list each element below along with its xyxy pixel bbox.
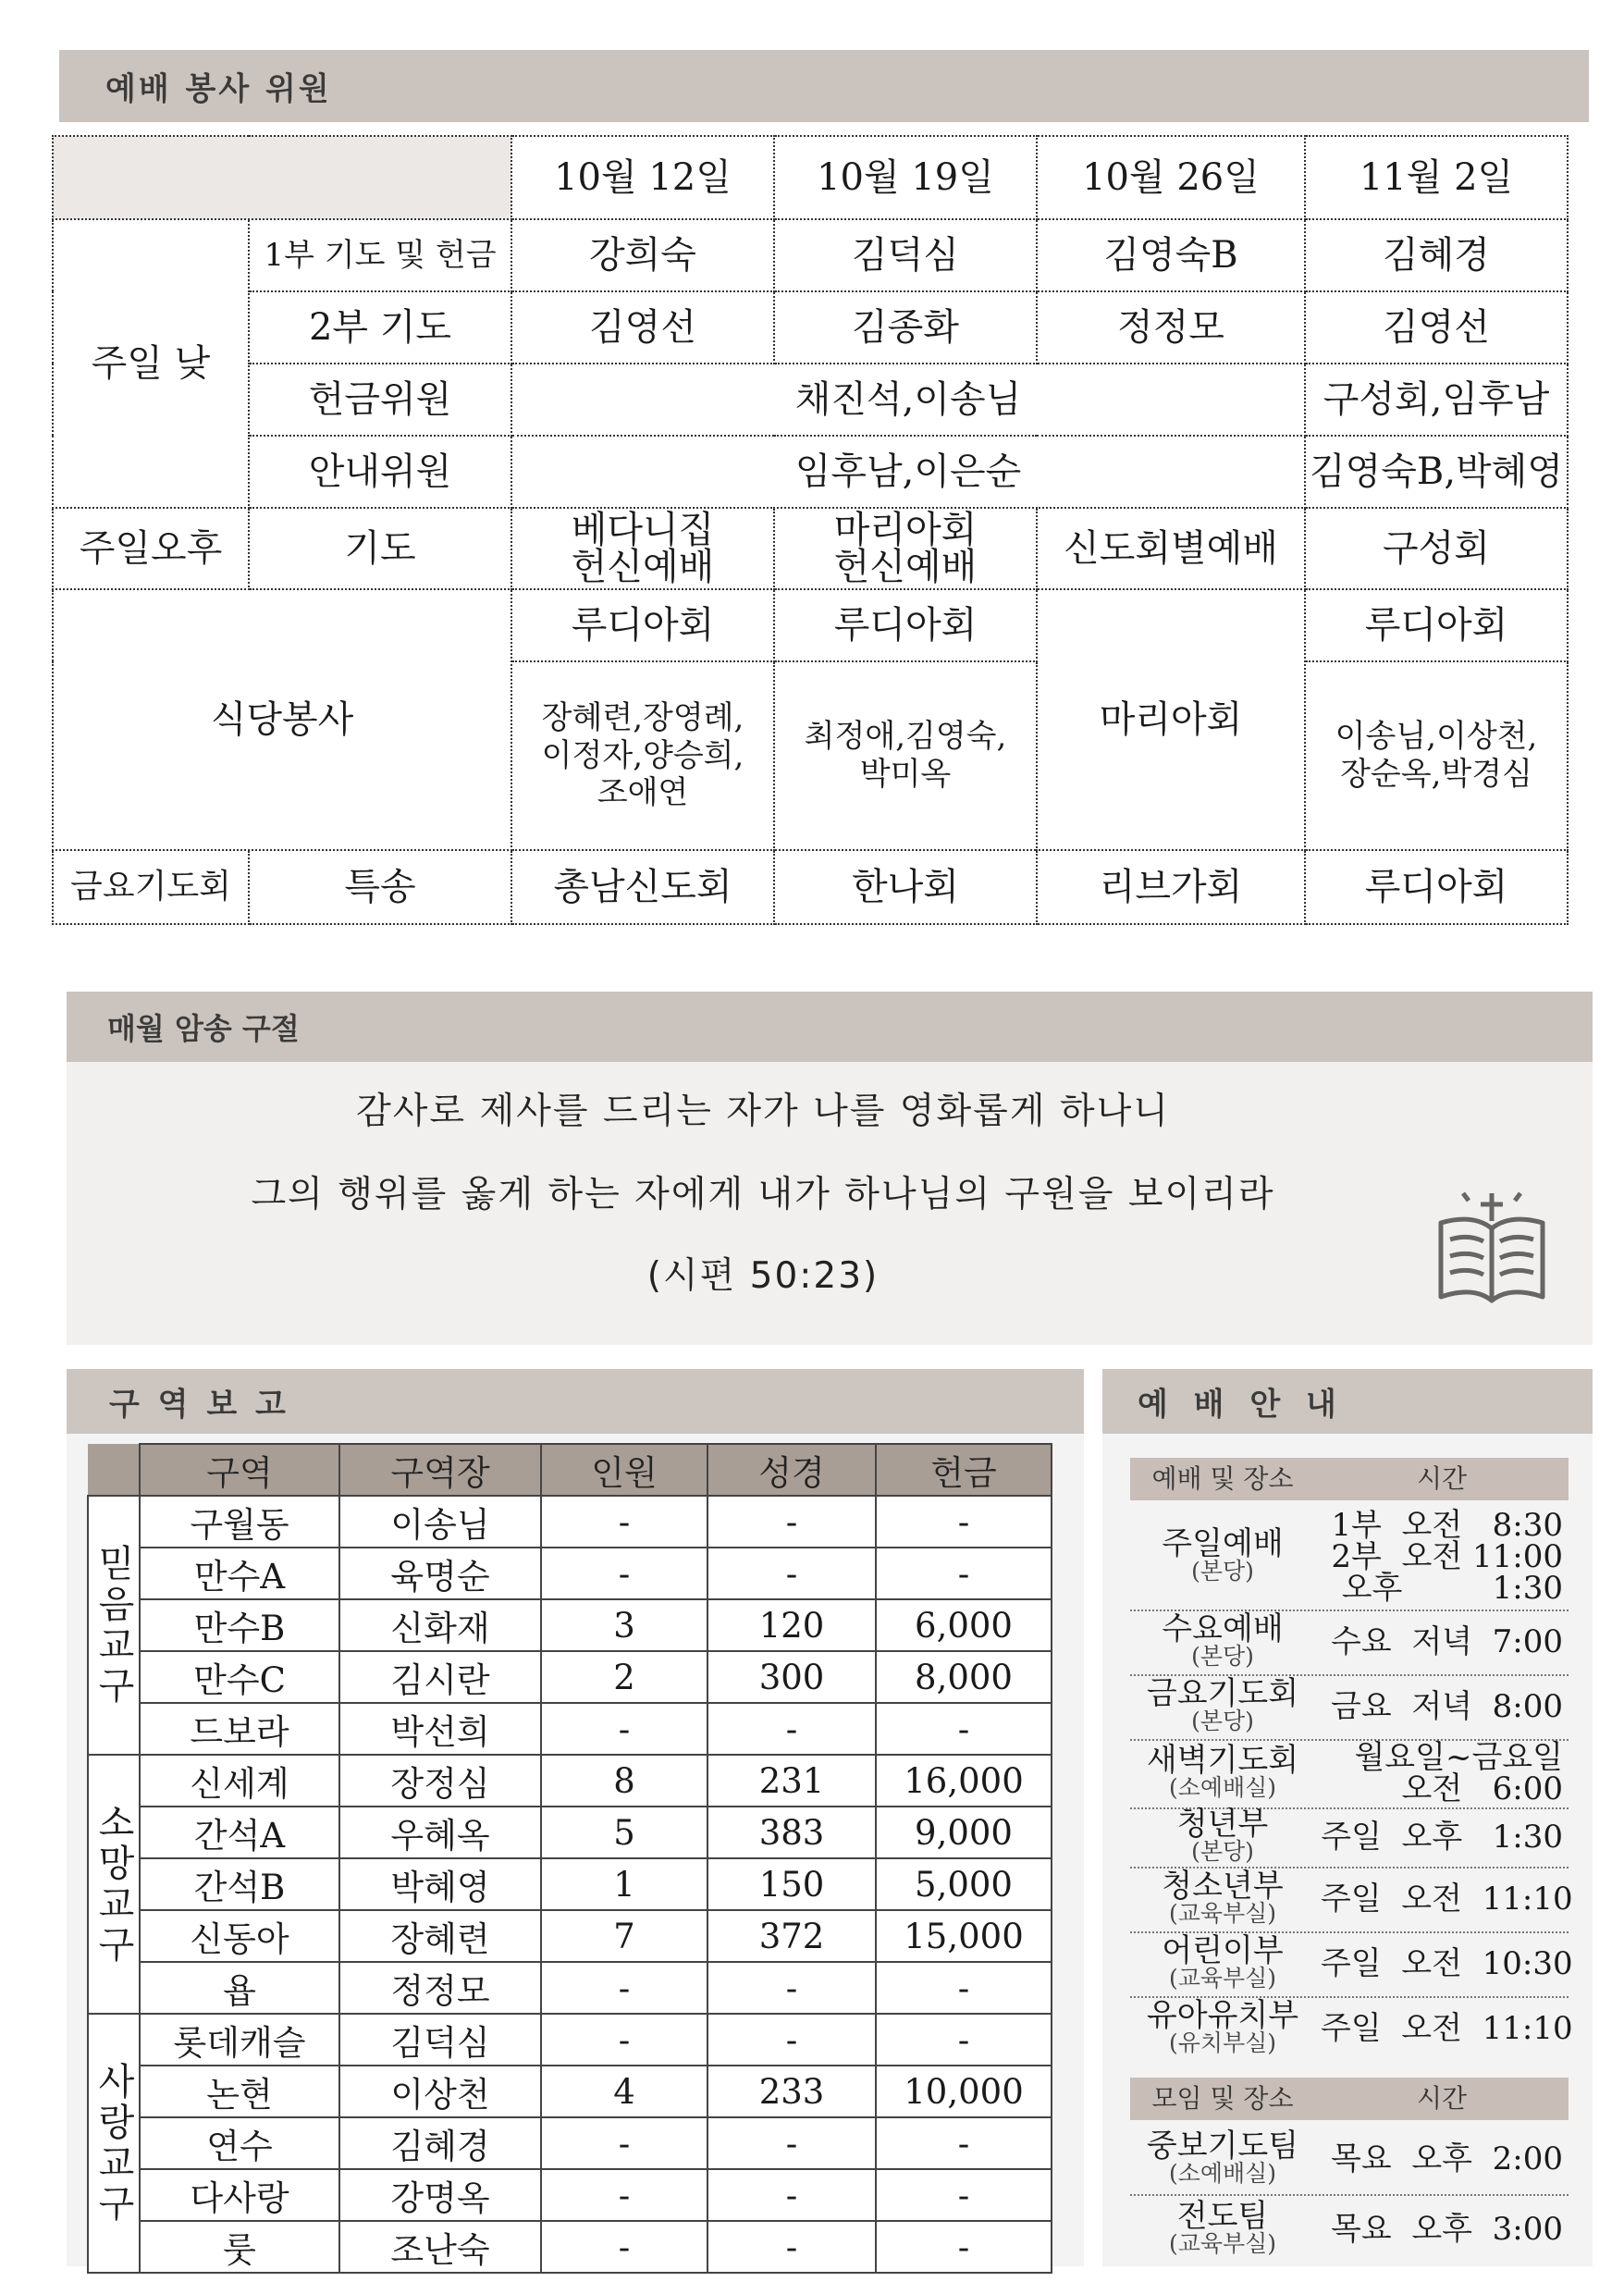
friday-label: 금요기도회 [53,850,249,924]
district-cell: 신동아 [140,1910,339,1962]
service-time: 주일 오전 10:30 [1321,1945,1573,1982]
service-time: 월요일~금요일 오전 6:00 [1354,1739,1563,1807]
attendance-cell: - [541,1962,707,2014]
cell-line: 마리아회 [833,509,978,551]
volunteer-cell: 리브가회 [1037,850,1305,924]
leader-cell: 이상천 [339,2066,541,2117]
parish-label: 사랑교구 [88,2014,140,2273]
leader-cell: 육명순 [339,1548,541,1599]
service-title: 청소년부 [1162,1868,1284,1905]
table-row [53,291,1568,364]
date-header: 10월 26일 [1037,136,1305,219]
bible-cell: 383 [707,1807,876,1858]
service-name [1130,1742,1315,1801]
volunteer-cell: 강희숙 [511,219,774,291]
bible-cell: 300 [707,1651,876,1703]
cell-line: 박미옥 [859,756,952,793]
district-cell: 욥 [140,1962,339,2014]
table-row [88,2169,1052,2221]
attendance-cell: 3 [541,1599,707,1651]
district-report-table [87,1443,1052,2274]
volunteer-cell: 김덕심 [774,219,1037,291]
bible-cell: - [707,2169,876,2221]
offering-cell: - [876,1548,1052,1599]
leader-cell: 김혜경 [339,2117,541,2169]
service-time: 목요 오후 2:00 [1331,2140,1563,2177]
volunteer-cell: 구성회 [1305,508,1568,589]
service-title: 전도팀 [1176,2198,1269,2235]
volunteer-cell: 김영숙B [1037,219,1305,291]
verse-reference: (시편 50:23) [646,1255,880,1297]
volunteer-cell: 임후남,이은순 [511,436,1305,508]
service-title: 어린이부 [1162,1932,1284,1969]
date-header: 11월 2일 [1305,136,1568,219]
service-location: (교육부실) [1168,1965,1277,1992]
table-row [88,1548,1052,1599]
bible-cell: 231 [707,1755,876,1807]
row-divider [1130,2194,1569,2196]
district-cell: 논현 [140,2066,339,2117]
service-title: 새벽기도회 [1146,1742,1299,1779]
column-header: 성경 [707,1444,876,1496]
volunteer-cell: 루디아회 [511,589,774,661]
offering-cell: 9,000 [876,1807,1052,1858]
service-location: (본당) [1191,1838,1254,1865]
parish-label: 믿음교구 [88,1496,140,1755]
bible-icon [1422,1186,1561,1325]
section-title: 구 역 보 고 [109,1386,289,1424]
role-cell: 안내위원 [249,436,511,508]
leader-cell: 정정모 [339,1962,541,2014]
service-location: (교육부실) [1168,1900,1277,1927]
district-cell: 만수B [140,1599,339,1651]
service-name [1130,1610,1315,1670]
verse-line-1: 감사로 제사를 드리는 자가 나를 영화롭게 하나니 [356,1091,1170,1132]
service-location: (본당) [1191,1558,1254,1585]
section-title: 매월 암송 구절 [107,1011,300,1046]
service-location: (소예배실) [1168,1774,1277,1801]
attendance-cell: - [541,1703,707,1755]
district-cell: 드보라 [140,1703,339,1755]
leader-cell: 우혜옥 [339,1807,541,1858]
attendance-cell: - [541,1548,707,1599]
volunteer-cell: 구성회,임후남 [1305,364,1568,436]
service-title: 수요예배 [1162,1610,1284,1647]
service-title: 유아유치부 [1146,1997,1299,2034]
bible-cell: - [707,2221,876,2273]
role-cell: 1부 기도 및 헌금 [249,219,511,291]
offering-cell: - [876,1962,1052,2014]
table-row [88,1599,1052,1651]
district-cell: 룻 [140,2221,339,2273]
offering-cell: - [876,1496,1052,1548]
table-row [53,364,1568,436]
column-header: 시간 [1315,1458,1569,1500]
offering-cell: 8,000 [876,1651,1052,1703]
service-title: 청년부 [1176,1806,1269,1843]
service-title: 주일예배 [1162,1525,1284,1562]
cell-line: 장순옥,박경심 [1340,756,1532,793]
column-header: 구역장 [339,1444,541,1496]
table-row [53,508,1568,589]
cell-line: 조애연 [597,774,689,812]
district-cell: 연수 [140,2117,339,2169]
worship-guide-header [1102,1369,1593,1434]
service-name [1130,1932,1315,1992]
volunteer-cell: 루디아회 [1305,589,1568,661]
volunteer-cell: 신도회별예배 [1037,508,1305,589]
table-row [88,1962,1052,2014]
service-name [1130,1870,1315,1926]
service-location: (소예배실) [1168,2160,1277,2187]
offering-cell: - [876,1703,1052,1755]
table-row [88,1755,1052,1807]
service-time: 수요 저녁 7:00 [1331,1623,1563,1660]
table-row [88,1703,1052,1755]
service-time: 1부 오전 8:30 2부 오전 11:00 오후 1:30 [1331,1507,1563,1607]
bible-cell: - [707,1496,876,1548]
column-header: 인원 [541,1444,707,1496]
service-time: 주일 오후 1:30 [1321,1819,1563,1856]
table-header-row [88,1444,1052,1496]
offering-cell: 5,000 [876,1858,1052,1910]
sunday-day-label: 주일 낮 [53,219,249,508]
service-location: (본당) [1191,1643,1254,1670]
table-row [88,2014,1052,2066]
cafeteria-label: 식당봉사 [53,589,511,850]
leader-cell: 장정심 [339,1755,541,1807]
leader-cell: 강명옥 [339,2169,541,2221]
table-row [88,1807,1052,1858]
bible-cell: 233 [707,2066,876,2117]
service-name [1130,1675,1315,1734]
sunday-pm-label: 주일오후 [53,508,249,589]
bible-cell: 372 [707,1910,876,1962]
volunteer-cell [1305,661,1568,850]
column-header: 예배 및 장소 [1130,1458,1315,1500]
offering-cell: - [876,2221,1052,2273]
volunteer-cell: 정정모 [1037,291,1305,364]
cell-line: 이정자,양승희, [541,736,744,774]
service-title: 중보기도팀 [1146,2128,1299,2164]
attendance-cell: 7 [541,1910,707,1962]
table-row [53,136,1568,219]
attendance-cell: 2 [541,1651,707,1703]
service-name [1130,2130,1315,2186]
volunteer-cell: 루디아회 [1305,850,1568,924]
table-row [53,850,1568,924]
cell-line: 베다니집 [571,509,715,551]
service-time: 금요 저녁 8:00 [1331,1688,1563,1725]
attendance-cell: - [541,2014,707,2066]
table-row [88,1910,1052,1962]
leader-cell: 김덕심 [339,2014,541,2066]
table-corner [88,1444,140,1496]
role-cell: 기도 [249,508,511,589]
volunteer-cell: 김종화 [774,291,1037,364]
section-title: 예 배 안 내 [1138,1386,1344,1424]
role-cell: 특송 [249,850,511,924]
offering-cell: 10,000 [876,2066,1052,2117]
service-time: 주일 오전 11:10 [1321,2010,1573,2047]
service-time: 주일 오전 11:10 [1321,1881,1573,1918]
service-volunteers-header [59,50,1589,122]
bible-cell: - [707,1703,876,1755]
date-header: 10월 12일 [511,136,774,219]
table-row [53,589,1568,661]
district-cell: 만수A [140,1548,339,1599]
service-name [1130,1525,1315,1585]
table-row [88,1651,1052,1703]
service-name [1130,1808,1315,1864]
column-header: 시간 [1315,2078,1569,2120]
service-location: (교육부실) [1168,2230,1277,2257]
offering-cell: 6,000 [876,1599,1052,1651]
volunteer-cell: 채진석,이송님 [511,364,1305,436]
role-cell: 2부 기도 [249,291,511,364]
bible-cell: 120 [707,1599,876,1651]
leader-cell: 장혜련 [339,1910,541,1962]
table-row [88,1496,1052,1548]
offering-cell: 16,000 [876,1755,1052,1807]
service-title: 금요기도회 [1146,1675,1299,1712]
bible-cell: 150 [707,1858,876,1910]
service-location: (본당) [1191,1708,1254,1734]
bible-cell: - [707,2117,876,2169]
table-row [88,2117,1052,2169]
table-corner [53,136,511,219]
volunteer-cell [511,508,774,589]
volunteer-cell [774,508,1037,589]
attendance-cell: 1 [541,1858,707,1910]
leader-cell: 신화재 [339,1599,541,1651]
district-cell: 신세계 [140,1755,339,1807]
attendance-cell: - [541,2221,707,2273]
offering-cell: - [876,2014,1052,2066]
table-row [88,2066,1052,2117]
cell-line: 헌신예배 [833,546,978,588]
district-cell: 롯데캐슬 [140,2014,339,2066]
cell-line: 이송님,이상천, [1335,718,1538,756]
verse-line-2: 그의 행위를 옳게 하는 자에게 내가 하나님의 구원을 보이리라 [251,1174,1275,1215]
leader-cell: 김시란 [339,1651,541,1703]
district-cell: 다사랑 [140,2169,339,2221]
bible-cell: - [707,1962,876,2014]
role-cell: 헌금위원 [249,364,511,436]
service-name [1130,2198,1315,2257]
date-header: 10월 19일 [774,136,1037,219]
leader-cell: 박선희 [339,1703,541,1755]
volunteer-cell: 김혜경 [1305,219,1568,291]
cell-line: 헌신예배 [571,546,715,588]
service-volunteer-table [52,135,1569,925]
leader-cell: 박혜영 [339,1858,541,1910]
service-name [1130,1997,1315,2056]
volunteer-cell: 마리아회 [1037,589,1305,850]
memory-verse-header [67,992,1593,1062]
district-report-header [67,1369,1084,1434]
attendance-cell: 4 [541,2066,707,2117]
district-cell: 구월동 [140,1496,339,1548]
offering-cell: - [876,2117,1052,2169]
volunteer-cell: 김영선 [1305,291,1568,364]
district-cell: 만수C [140,1651,339,1703]
table-row [88,1858,1052,1910]
leader-cell: 조난숙 [339,2221,541,2273]
section-title: 예배 봉사 위원 [105,70,332,108]
bible-cell: - [707,2014,876,2066]
district-cell: 간석A [140,1807,339,1858]
volunteer-cell [511,661,774,850]
volunteer-cell: 김영선 [511,291,774,364]
attendance-cell: 8 [541,1755,707,1807]
attendance-cell: - [541,2169,707,2221]
volunteer-cell: 김영숙B,박혜영 [1305,436,1568,508]
district-cell: 간석B [140,1858,339,1910]
attendance-cell: 5 [541,1807,707,1858]
attendance-cell: - [541,2117,707,2169]
column-header: 구역 [140,1444,339,1496]
offering-cell: - [876,2169,1052,2221]
parish-label: 소망교구 [88,1755,140,2014]
service-location: (유치부실) [1168,2029,1277,2056]
column-header: 헌금 [876,1444,1052,1496]
leader-cell: 이송님 [339,1496,541,1548]
bible-cell: - [707,1548,876,1599]
offering-cell: 15,000 [876,1910,1052,1962]
cell-line: 장혜련,장영례, [541,698,744,736]
column-header: 모임 및 장소 [1130,2078,1315,2120]
table-row [88,2221,1052,2273]
volunteer-cell: 루디아회 [774,589,1037,661]
table-row [53,436,1568,508]
volunteer-cell: 총남신도회 [511,850,774,924]
service-time: 목요 오후 3:00 [1331,2211,1563,2248]
attendance-cell: - [541,1496,707,1548]
cell-line: 최정애,김영숙, [804,718,1007,756]
volunteer-cell [774,661,1037,850]
volunteer-cell: 한나회 [774,850,1037,924]
table-row [53,219,1568,291]
